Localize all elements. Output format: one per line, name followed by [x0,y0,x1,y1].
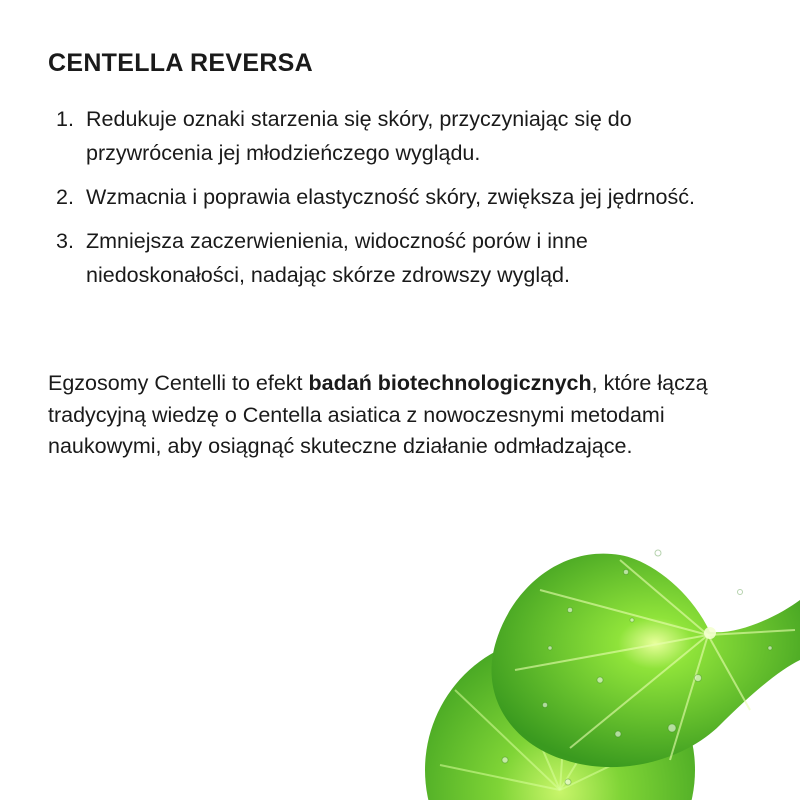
page-title: CENTELLA REVERSA [48,49,314,77]
description-paragraph [48,368,718,463]
list-number: 3. [56,229,74,253]
list-number: 2. [56,185,74,209]
list-text: Wzmacnia i poprawia elastyczność skóry, zwiększa jej jędrność. [86,185,695,209]
description-bold: badań biotechnologicznych [308,371,592,395]
description-text: Egzosomy Centelli to efekt [48,371,309,395]
list-text: Redukuje oznaki starzenia się skóry, przyczyniając się do przywrócenia jej młodzieńczego wyglądu. [86,107,632,165]
content [48,46,748,302]
leaf-front [491,554,800,767]
list-text: Zmniejsza zaczerwienienia, widoczność porów i inne niedoskonałości, nadając skórze zdrowszy wygląd. [86,229,588,287]
list-item [56,102,748,170]
list-item [56,180,748,214]
centella-leaves-illustration [420,520,800,800]
list-number: 1. [56,107,74,131]
list-item [56,224,748,292]
benefits-list [48,102,748,292]
description-text-end: , które łączą tradycyjną wiedzę o Centella asiatica z nowoczesnymi metodami naukowymi, aby osiągnąć skuteczne działanie odmładzające. [48,371,708,458]
